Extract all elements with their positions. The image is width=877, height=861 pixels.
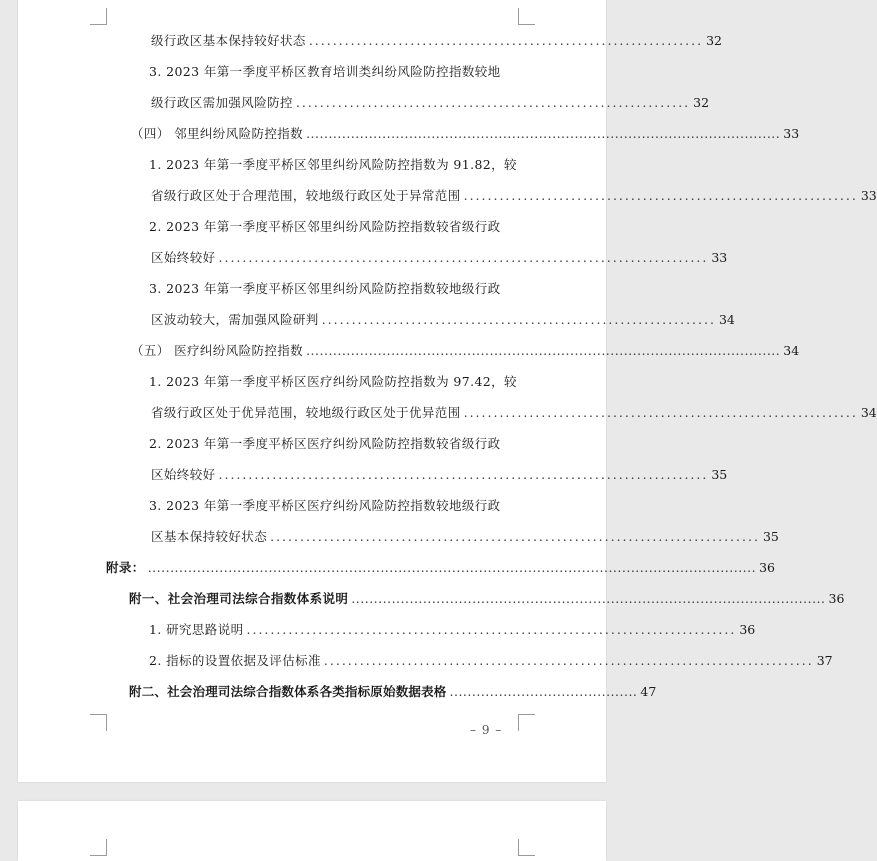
toc-leader-dots: ..................................................................	[295, 95, 691, 110]
toc-entry[interactable]	[149, 155, 519, 177]
toc-entry-text: 附一、社会治理司法综合指数体系说明	[129, 591, 349, 606]
toc-entry-text: 2. 2023 年第一季度平桥区医疗纠纷风险防控指数较省级行政	[149, 436, 501, 451]
toc-page-number: 32	[706, 33, 722, 48]
toc-entry[interactable]	[151, 31, 722, 53]
toc-entry[interactable]	[149, 62, 519, 84]
toc-page-number: 35	[762, 529, 779, 544]
toc-leader-dots: ..................................................................	[308, 33, 704, 48]
toc-entry[interactable]	[149, 434, 519, 456]
page-corner-mark	[518, 839, 535, 856]
toc-entry-text: 省级行政区处于合理范围，较地级行政区处于异常范围	[151, 188, 461, 203]
toc-entry-continuation[interactable]	[151, 93, 710, 115]
page-corner-mark	[90, 8, 107, 25]
toc-entry-text: 3. 2023 年第一季度平桥区医疗纠纷风险防控指数较地级行政	[149, 498, 501, 513]
toc-entry-text: 级行政区需加强风险防控	[151, 95, 293, 110]
toc-entry-text: 区波动较大，需加强风险研判	[151, 312, 319, 327]
toc-entry-text: 区始终较好	[151, 250, 216, 265]
toc-entry-text: 2. 2023 年第一季度平桥区邻里纠纷风险防控指数较省级行政	[149, 219, 501, 234]
toc-leader-dots: ..................................................................................	[270, 529, 760, 544]
toc-appendix-heading[interactable]	[106, 558, 775, 580]
next-document-page	[18, 801, 606, 861]
toc-leader-dots: ..........................................	[449, 684, 638, 699]
toc-page-number: 33	[783, 126, 800, 141]
toc-entry[interactable]	[149, 496, 519, 518]
toc-entry-text: 1. 2023 年第一季度平桥区邻里纠纷风险防控指数为 91.82，较	[149, 157, 517, 172]
toc-page-number: 33	[860, 188, 877, 203]
toc-leader-dots: ..................................................................	[463, 188, 858, 203]
toc-leader-dots: ........................................................................................................................................	[147, 560, 757, 575]
page-corner-mark	[90, 714, 107, 731]
toc-entry-continuation[interactable]	[151, 186, 877, 208]
toc-leader-dots: ..........................................................................................................	[306, 343, 781, 358]
toc-entry-text: 1. 2023 年第一季度平桥区医疗纠纷风险防控指数为 97.42，较	[149, 374, 517, 389]
toc-leader-dots: ..................................................................	[463, 405, 858, 420]
toc-appendix-entry[interactable]	[129, 589, 845, 611]
toc-leader-dots: ..................................................................	[321, 312, 716, 327]
toc-entry-text: 区基本保持较好状态	[151, 529, 268, 544]
toc-page-number: 34	[860, 405, 877, 420]
toc-entry-continuation[interactable]	[151, 465, 728, 487]
toc-entry[interactable]	[149, 620, 756, 642]
toc-entry[interactable]	[149, 217, 519, 239]
toc-entry-text: 附二、社会治理司法综合指数体系各类指标原始数据表格	[129, 684, 447, 699]
toc-entry-text: 省级行政区处于优异范围，较地级行政区处于优异范围	[151, 405, 461, 420]
toc-page-number: 35	[711, 467, 728, 482]
toc-entry[interactable]	[149, 372, 519, 394]
toc-leader-dots: ..................................................................................	[218, 467, 709, 482]
toc-entry-continuation[interactable]	[151, 527, 779, 549]
page-corner-mark	[90, 839, 107, 856]
toc-entry-continuation[interactable]	[151, 403, 877, 425]
toc-leader-dots: ..................................................................................	[246, 622, 737, 637]
toc-entry[interactable]	[149, 651, 833, 673]
toc-entry-text: 区始终较好	[151, 467, 216, 482]
toc-entry-text: 1. 研究思路说明	[149, 622, 244, 637]
toc-entry-text: 附录：	[106, 560, 145, 575]
toc-page-number: 32	[693, 95, 710, 110]
toc-page-number: 47	[640, 684, 657, 699]
document-page	[18, 0, 877, 782]
toc-entry-text: 3. 2023 年第一季度平桥区教育培训类纠纷风险防控指数较地	[149, 64, 501, 79]
toc-entry-text: 3. 2023 年第一季度平桥区邻里纠纷风险防控指数较地级行政	[149, 281, 501, 296]
toc-page-number: 34	[718, 312, 735, 327]
toc-leader-dots: ..................................................................................	[218, 250, 709, 265]
page-corner-mark	[518, 8, 535, 25]
toc-leader-dots: ..................................................................................	[323, 653, 814, 668]
toc-entry[interactable]	[149, 279, 519, 301]
toc-page-number: 33	[711, 250, 728, 265]
toc-section-entry[interactable]	[131, 124, 800, 146]
toc-section-entry[interactable]	[131, 341, 800, 363]
toc-page-number: 36	[739, 622, 756, 637]
toc-page-number: 36	[828, 591, 845, 606]
toc-entry-continuation[interactable]	[151, 310, 735, 332]
toc-leader-dots: ..........................................................................................................	[306, 126, 781, 141]
toc-entry-continuation[interactable]	[151, 248, 728, 270]
toc-entry-text: 级行政区基本保持较好状态	[151, 33, 306, 48]
toc-page-number: 37	[816, 653, 833, 668]
toc-entry-text: （四） 邻里纠纷风险防控指数	[131, 126, 304, 141]
toc-page-number: 34	[783, 343, 800, 358]
toc-appendix-entry[interactable]	[129, 682, 657, 704]
toc-entry-text: （五） 医疗纠纷风险防控指数	[131, 343, 304, 358]
toc-entry-text: 2. 指标的设置依据及评估标准	[149, 653, 321, 668]
toc-page-number: 36	[759, 560, 775, 575]
page-corner-mark	[518, 714, 535, 731]
toc-leader-dots: ..........................................................................................................	[351, 591, 826, 606]
page-number: – 9 –	[470, 723, 503, 737]
